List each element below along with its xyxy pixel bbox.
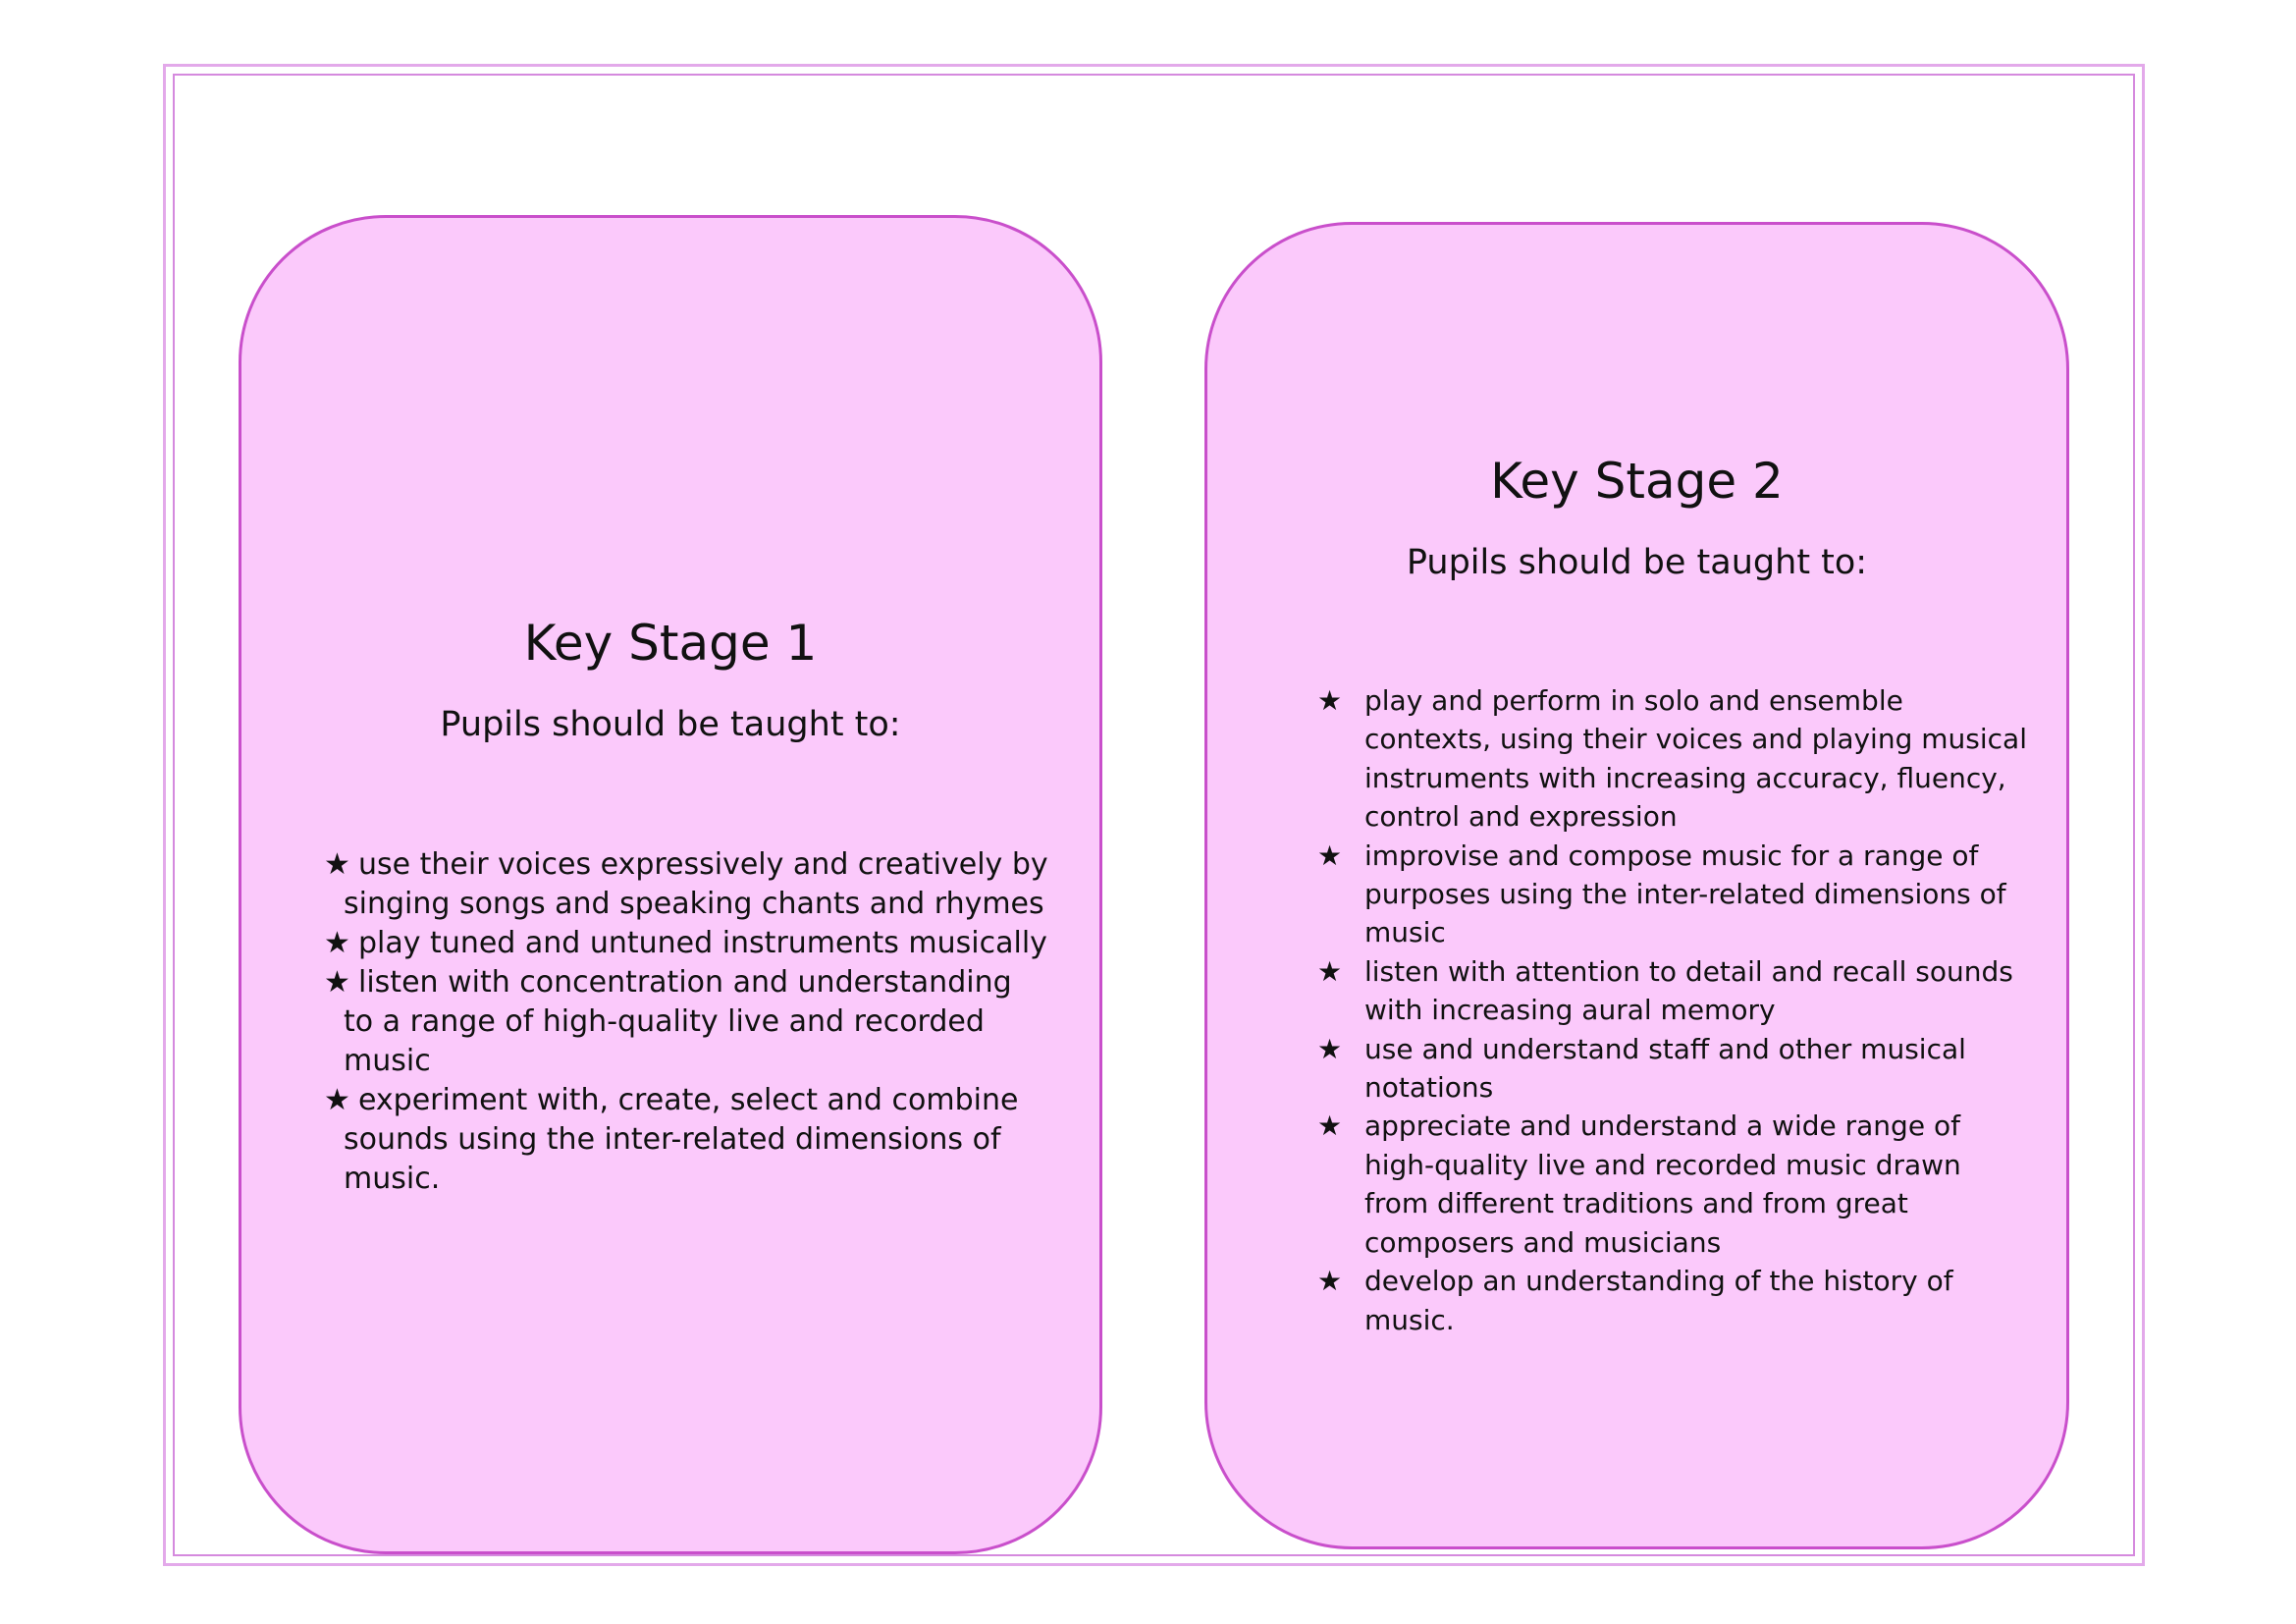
list-item xyxy=(1317,1030,2029,1108)
list-item-text: use and understand staff and other musical notations xyxy=(1364,1032,1966,1105)
list-item xyxy=(1317,952,2029,1030)
key-stage-1-list xyxy=(324,845,1050,1199)
star-icon: ★ xyxy=(324,926,350,960)
star-icon: ★ xyxy=(1317,954,1343,988)
star-icon: ★ xyxy=(324,847,350,882)
key-stage-2-card xyxy=(1204,222,2069,1549)
list-item-text: use their voices expressively and creatively by singing songs and speaking chants and rhymes xyxy=(344,847,1048,921)
list-item xyxy=(324,963,1050,1081)
list-item-text: listen with attention to detail and recall sounds with increasing aural memory xyxy=(1364,954,2013,1027)
list-item xyxy=(324,845,1050,924)
list-item-text: play and perform in solo and ensemble contexts, using their voices and playing musical instruments with increasing accuracy, fluency, control and expression xyxy=(1364,684,2027,834)
key-stage-1-title: Key Stage 1 xyxy=(523,615,818,672)
list-item-text: improvise and compose music for a range of purposes using the inter-related dimensions of music xyxy=(1364,839,2006,949)
list-item xyxy=(324,1081,1050,1199)
list-item-text: develop an understanding of the history of music. xyxy=(1364,1265,1953,1336)
list-item xyxy=(1317,1107,2029,1262)
list-item-text: play tuned and untuned instruments musically xyxy=(358,926,1047,960)
key-stage-1-card xyxy=(239,215,1102,1554)
star-icon: ★ xyxy=(1317,839,1343,872)
list-item-text: listen with concentration and understanding to a range of high-quality live and recorded music xyxy=(344,965,1012,1078)
star-icon: ★ xyxy=(1317,684,1343,717)
list-item xyxy=(1317,1262,2029,1339)
key-stage-1-subtitle: Pupils should be taught to: xyxy=(440,705,901,744)
list-item-text: experiment with, create, select and combine sounds using the inter-related dimensions of music. xyxy=(344,1083,1019,1196)
key-stage-2-subtitle: Pupils should be taught to: xyxy=(1406,543,1868,582)
list-item xyxy=(1317,681,2029,837)
star-icon: ★ xyxy=(324,1083,350,1117)
key-stage-2-list xyxy=(1317,681,2029,1339)
star-icon: ★ xyxy=(1317,1265,1343,1298)
list-item xyxy=(324,924,1050,963)
star-icon: ★ xyxy=(1317,1032,1343,1065)
key-stage-2-title: Key Stage 2 xyxy=(1490,453,1784,510)
list-item-text: appreciate and understand a wide range of high-quality live and recorded music drawn from different traditions and from great composers and musicians xyxy=(1364,1110,1961,1259)
star-icon: ★ xyxy=(324,965,350,1000)
star-icon: ★ xyxy=(1317,1110,1343,1143)
list-item xyxy=(1317,837,2029,952)
